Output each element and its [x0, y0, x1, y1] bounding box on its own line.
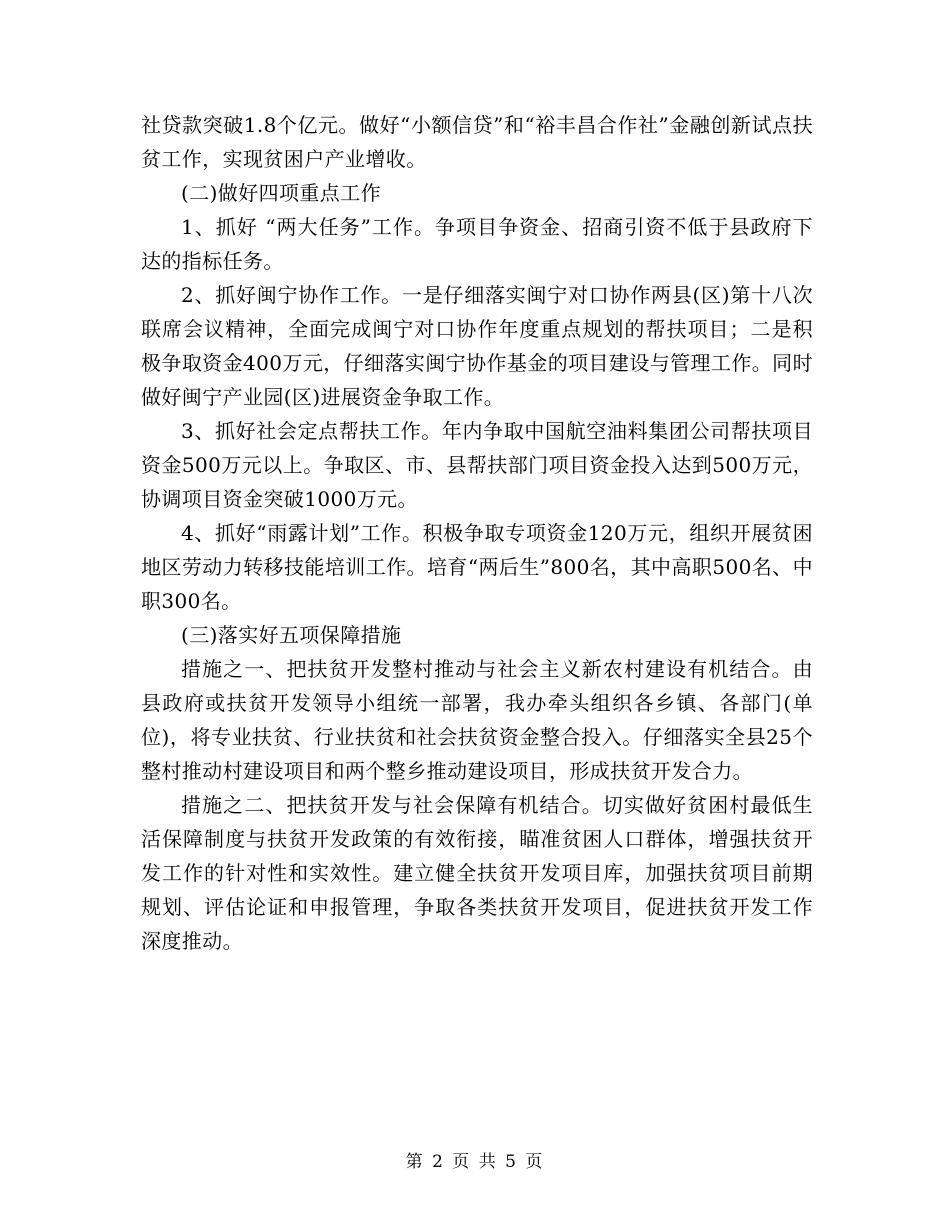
paragraph-item-3: 3、抓好社会定点帮扶工作。年内争取中国航空油料集团公司帮扶项目资金500万元以上。争取区、市、县帮扶部门项目资金投入达到500万元，协调项目资金突破1000万元。	[141, 419, 813, 511]
section-heading-two: (二)做好四项重点工作	[181, 181, 382, 205]
paragraph-item-2: 2、抓好闽宁协作工作。一是仔细落实闽宁对口协作两县(区)第十八次联席会议精神，全面完成闽宁对口协作年度重点规划的帮扶项目；二是积极争取资金400万元，仔细落实闽宁协作基金的项目建设与管理工作。同时做好闽宁产业园(区)进展资金争取工作。	[141, 283, 813, 409]
paragraph-measure-2: 措施之二、把扶贫开发与社会保障有机结合。切实做好贫困村最低生活保障制度与扶贫开发政策的有效衔接，瞄准贫困人口群体，增强扶贫开发工作的针对性和实效性。建立健全扶贫开发项目库，加强扶贫项目前期规划、评估论证和申报管理，争取各类扶贫开发项目，促进扶贫开发工作深度推动。	[141, 793, 813, 953]
paragraph-measure-1: 措施之一、把扶贫开发整村推动与社会主义新农村建设有机结合。由县政府或扶贫开发领导小组统一部署，我办牵头组织各乡镇、各部门(单位)，将专业扶贫、行业扶贫和社会扶贫资金整合投入。仔细落实全县25个整村推动村建设项目和两个整乡推动建设项目，形成扶贫开发合力。	[141, 657, 813, 783]
paragraph-continuation: 社贷款突破1.8个亿元。做好“小额信贷”和“裕丰昌合作社”金融创新试点扶贫工作，实现贫困户产业增收。	[141, 113, 813, 171]
page-footer: 第 2 页 共 5 页	[405, 1152, 545, 1172]
paragraph-item-4: 4、抓好“雨露计划”工作。积极争取专项资金120万元，组织开展贫困地区劳动力转移技能培训工作。培育“两后生”800名，其中高职500名、中职300名。	[141, 521, 813, 613]
paragraph-item-1: 1、抓好 “两大任务”工作。争项目争资金、招商引资不低于县政府下达的指标任务。	[141, 215, 813, 273]
document-body	[141, 108, 813, 958]
section-heading-three: (三)落实好五项保障措施	[181, 623, 402, 647]
